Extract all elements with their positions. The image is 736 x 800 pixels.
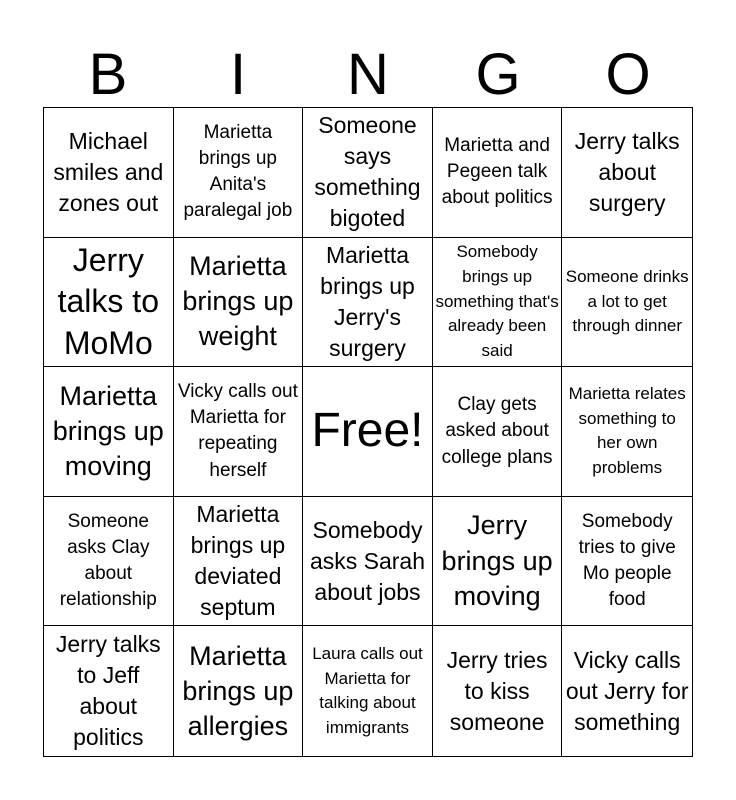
cell-text: Marietta brings up moving xyxy=(52,380,164,482)
header-letter-n: N xyxy=(347,42,389,107)
cell-text: Somebody asks Sarah about jobs xyxy=(309,516,426,605)
free-space-text: Free! xyxy=(311,404,424,458)
header-letter-i: I xyxy=(229,42,247,107)
free-space-cell xyxy=(303,367,433,497)
bingo-cell xyxy=(303,238,433,368)
cell-text: Jerry tries to kiss someone xyxy=(446,646,548,735)
header-letter-g: G xyxy=(475,42,521,107)
cell-text: Marietta and Pegeen talk about politics xyxy=(441,135,553,209)
cell-text: Michael smiles and zones out xyxy=(53,127,164,216)
cell-text: Marietta relates something to her own problems xyxy=(568,384,686,478)
bingo-cell xyxy=(562,497,692,627)
cell-text: Laura calls out Marietta for talking about immigrants xyxy=(312,643,423,737)
bingo-cell xyxy=(433,497,563,627)
cell-text: Vicky calls out Jerry for something xyxy=(565,646,689,735)
header-letter-b: B xyxy=(88,42,128,107)
cell-text: Marietta brings up Anita's paralegal job xyxy=(183,122,293,222)
bingo-cell xyxy=(303,497,433,627)
cell-text: Vicky calls out Marietta for repeating herself xyxy=(177,381,298,481)
bingo-cell xyxy=(174,238,304,368)
cell-text: Marietta brings up allergies xyxy=(182,640,294,741)
cell-text: Jerry talks about surgery xyxy=(574,127,680,216)
bingo-cell xyxy=(44,367,174,497)
bingo-cell xyxy=(562,367,692,497)
bingo-header xyxy=(43,42,693,108)
cell-text: Jerry talks to Jeff about politics xyxy=(55,631,161,751)
cell-text: Somebody tries to give Mo people food xyxy=(578,511,676,611)
bingo-cell xyxy=(562,626,692,756)
bingo-cell xyxy=(44,238,174,368)
bingo-cell xyxy=(174,497,304,627)
bingo-cell xyxy=(174,367,304,497)
bingo-cell xyxy=(44,497,174,627)
cell-text: Clay gets asked about college plans xyxy=(441,394,553,468)
bingo-cell xyxy=(433,367,563,497)
cell-text: Someone says something bigoted xyxy=(314,112,421,232)
bingo-cell xyxy=(174,108,304,238)
cell-text: Marietta brings up weight xyxy=(182,251,294,352)
bingo-board xyxy=(43,107,693,757)
bingo-cell xyxy=(303,626,433,756)
header-letter-o: O xyxy=(605,42,651,107)
cell-text: Someone drinks a lot to get through dinner xyxy=(565,266,689,336)
bingo-cell xyxy=(44,108,174,238)
cell-text: Somebody brings up something that's already been said xyxy=(435,242,559,360)
bingo-cell xyxy=(433,238,563,368)
cell-text: Jerry brings up moving xyxy=(441,510,553,611)
bingo-cell xyxy=(303,108,433,238)
bingo-cell xyxy=(174,626,304,756)
cell-text: Jerry talks to MoMo xyxy=(57,241,159,361)
bingo-cell xyxy=(433,108,563,238)
bingo-cell xyxy=(562,108,692,238)
cell-text: Marietta brings up Jerry's surgery xyxy=(320,241,415,361)
cell-text: Someone asks Clay about relationship xyxy=(59,511,157,611)
bingo-cell xyxy=(562,238,692,368)
cell-text: Marietta brings up deviated septum xyxy=(190,501,286,621)
bingo-cell xyxy=(44,626,174,756)
bingo-cell xyxy=(433,626,563,756)
